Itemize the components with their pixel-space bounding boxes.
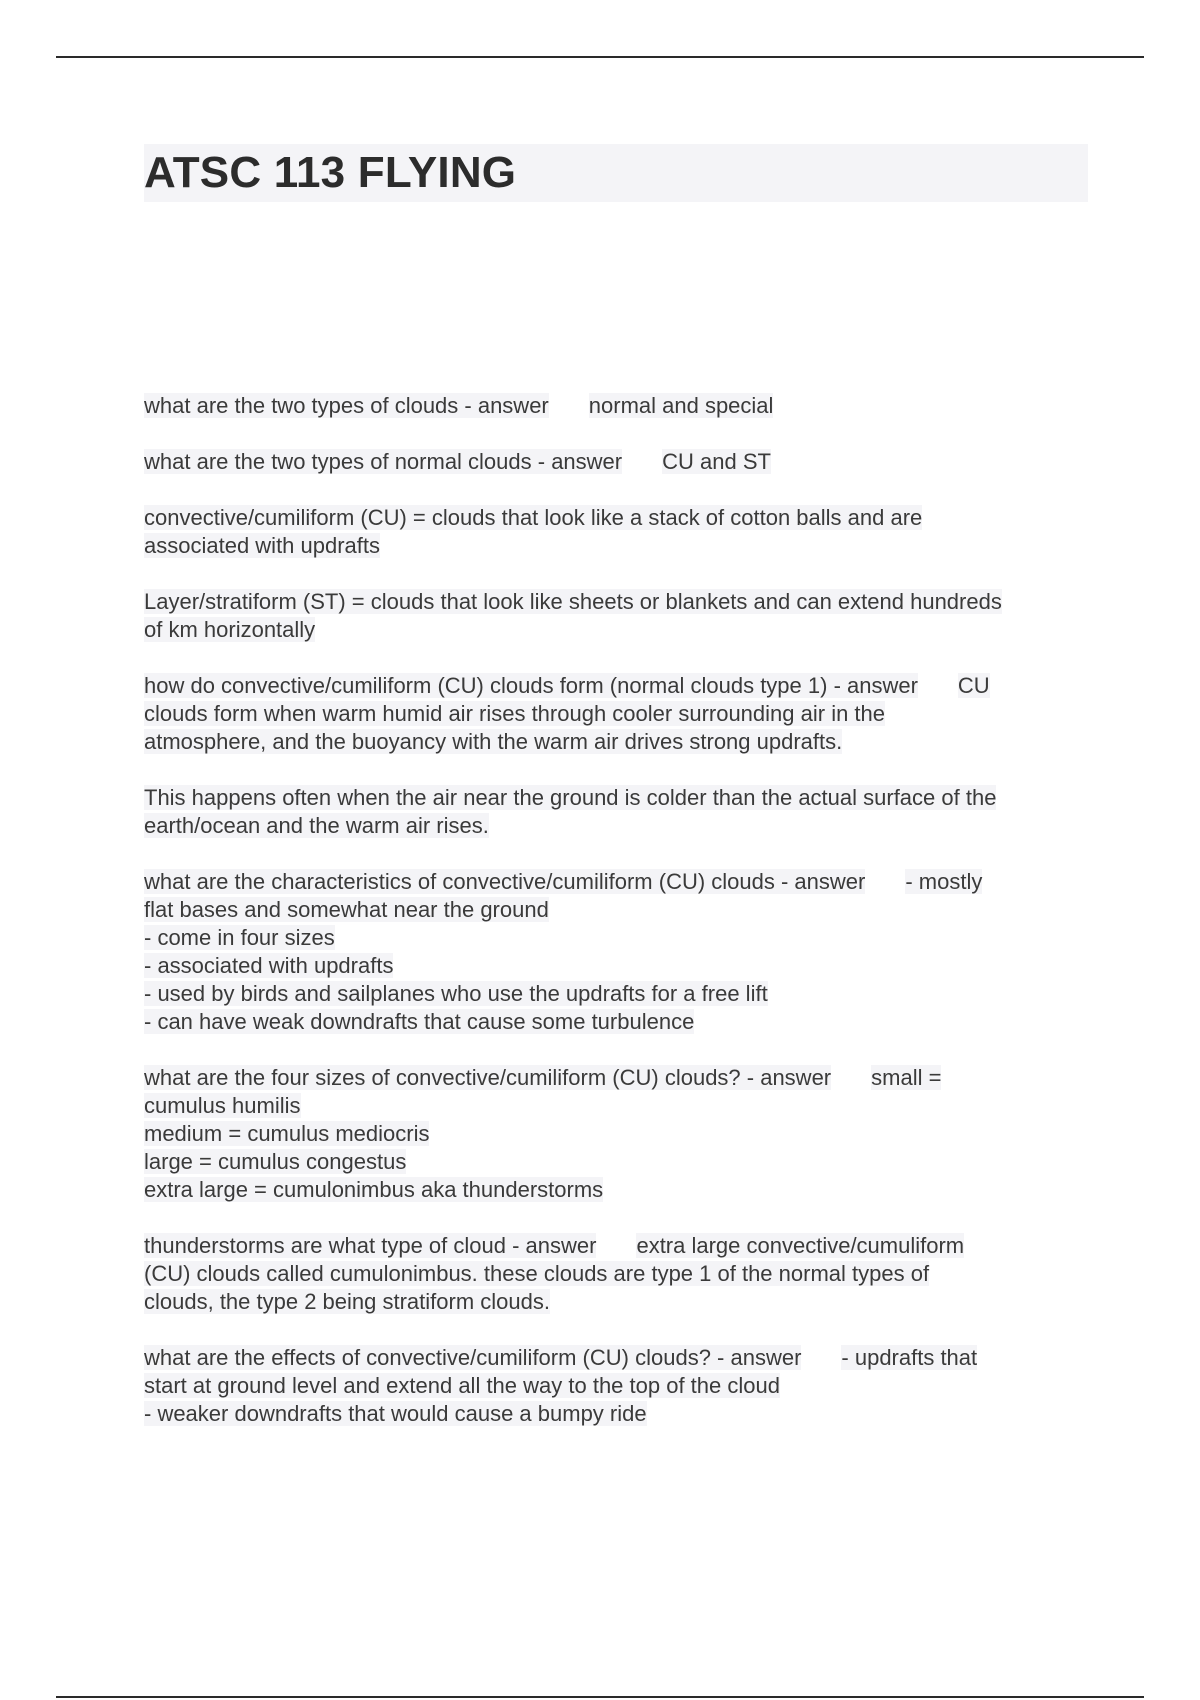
answer-text: - mostly [905, 869, 983, 894]
text-line [144, 980, 1090, 1008]
line-text: - can have weak downdrafts that cause some turbulence [144, 1009, 695, 1034]
line-text: associated with updrafts [144, 533, 381, 558]
qa-block [144, 868, 1090, 1036]
qa-block [144, 588, 1090, 644]
line-text: cumulus humilis [144, 1093, 301, 1118]
text-line [144, 1372, 1090, 1400]
line-text: extra large = cumulonimbus aka thunderstorms [144, 1177, 604, 1202]
answer-text: CU and ST [662, 449, 771, 474]
line-text: of km horizontally [144, 617, 316, 642]
text-line [144, 1120, 1090, 1148]
answer-text: normal and special [588, 393, 774, 418]
question-text: how do convective/cumiliform (CU) clouds form (normal clouds type 1) - answer [144, 673, 918, 698]
line-text: - come in four sizes [144, 925, 335, 950]
line-text: convective/cumiliform (CU) = clouds that look like a stack of cotton balls and are [144, 505, 923, 530]
text-line [144, 952, 1090, 980]
text-line [144, 784, 1090, 812]
bottom-rule [56, 1696, 1144, 1698]
line-text: - used by birds and sailplanes who use the updrafts for a free lift [144, 981, 768, 1006]
line-text: clouds form when warm humid air rises through cooler surrounding air in the [144, 701, 886, 726]
line-text: (CU) clouds called cumulonimbus. these clouds are type 1 of the normal types of [144, 1261, 930, 1286]
answer-text: CU [957, 673, 990, 698]
top-rule [56, 56, 1144, 58]
title-highlight [144, 144, 1088, 202]
text-line [144, 1232, 1090, 1260]
text-line [144, 1400, 1090, 1428]
text-line [144, 896, 1090, 924]
text-line [144, 728, 1090, 756]
text-line [144, 700, 1090, 728]
qa-block [144, 672, 1090, 756]
text-line [144, 1288, 1090, 1316]
line-text: start at ground level and extend all the way to the top of the cloud [144, 1373, 780, 1398]
qa-block [144, 784, 1090, 840]
qa-block [144, 504, 1090, 560]
qa-block [144, 1232, 1090, 1316]
text-line [144, 868, 1090, 896]
line-text: Layer/stratiform (ST) = clouds that look like sheets or blankets and can extend hundreds [144, 589, 1002, 614]
page-title: ATSC 113 FLYING [144, 148, 517, 197]
text-line [144, 1092, 1090, 1120]
text-line [144, 1344, 1090, 1372]
text-line [144, 1260, 1090, 1288]
line-text: - weaker downdrafts that would cause a bumpy ride [144, 1401, 647, 1426]
qa-block [144, 1064, 1090, 1204]
text-line [144, 532, 1090, 560]
question-text: what are the effects of convective/cumiliform (CU) clouds? - answer [144, 1345, 802, 1370]
text-line [144, 1064, 1090, 1092]
line-text: large = cumulus congestus [144, 1149, 407, 1174]
text-line [144, 504, 1090, 532]
answer-text: small = [871, 1065, 942, 1090]
text-line [144, 1176, 1090, 1204]
question-text: what are the characteristics of convective/cumiliform (CU) clouds - answer [144, 869, 866, 894]
line-text: atmosphere, and the buoyancy with the warm air drives strong updrafts. [144, 729, 843, 754]
text-line [144, 616, 1090, 644]
answer-text: - updrafts that [841, 1345, 978, 1370]
text-line [144, 924, 1090, 952]
line-text: This happens often when the air near the ground is colder than the actual surface of the [144, 785, 997, 810]
answer-text: extra large convective/cumuliform [636, 1233, 965, 1258]
line-text: medium = cumulus mediocris [144, 1121, 430, 1146]
text-line [144, 1008, 1090, 1036]
line-text: - associated with updrafts [144, 953, 394, 978]
qa-block [144, 1344, 1090, 1428]
document-body [144, 392, 1090, 1456]
line-text: flat bases and somewhat near the ground [144, 897, 549, 922]
question-text: thunderstorms are what type of cloud - answer [144, 1233, 597, 1258]
text-line [144, 392, 1090, 420]
question-text: what are the four sizes of convective/cumiliform (CU) clouds? - answer [144, 1065, 832, 1090]
question-text: what are the two types of normal clouds - answer [144, 449, 623, 474]
qa-block [144, 448, 1090, 476]
text-line [144, 672, 1090, 700]
question-text: what are the two types of clouds - answer [144, 393, 549, 418]
text-line [144, 812, 1090, 840]
qa-block [144, 392, 1090, 420]
line-text: earth/ocean and the warm air rises. [144, 813, 489, 838]
text-line [144, 448, 1090, 476]
text-line [144, 588, 1090, 616]
text-line [144, 1148, 1090, 1176]
line-text: clouds, the type 2 being stratiform clouds. [144, 1289, 550, 1314]
